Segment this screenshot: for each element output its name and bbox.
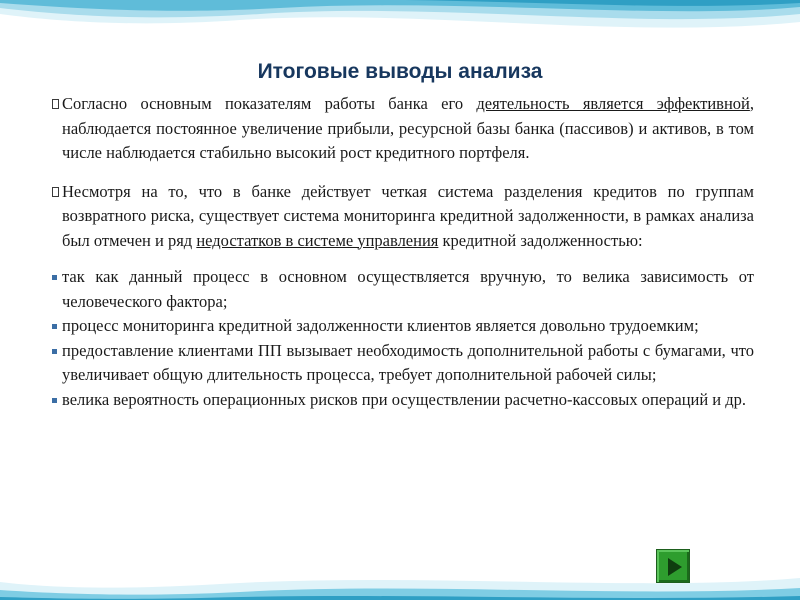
empty-box-icon [52,187,59,197]
top-wave-decoration [0,0,800,60]
list-item [52,265,754,314]
list-item [52,339,754,388]
paragraph1-text-end: , наблюдается постоянное увеличение прибыли, ресурсной базы банка (пассивов) и активов, в том числе наблюдается стабильно высокий рост кредитного портфеля. [62,94,755,162]
paragraph1-text-start: Согласно основным показателям работы банка его [62,94,477,113]
list-item-text: предоставление клиентами ПП вызывает необходимость дополнительной работы с бумагами, что увеличивает общую длительность процесса, требует дополнительной рабочей силы; [62,340,754,384]
play-triangle-icon [657,550,691,584]
paragraph2-text-start: Несмотря на то, что в банке действует четкая система разделения кредитов по группам возвратного риска, существует система мониторинга кредитной задолженности, в рамках анализа был отмечен и ряд [62,181,754,250]
square-bullet-icon [52,398,57,403]
empty-box-icon [52,99,59,109]
square-bullet-icon [52,324,57,329]
square-bullet-icon [52,275,57,280]
paragraph2-underlined: недостатков в системе управления [196,230,439,250]
list-item [52,388,754,413]
paragraph-efficiency [52,92,754,166]
shortcomings-list [52,265,754,412]
list-item-text: так как данный процесс в основном осуществляется вручную, то велика зависимость от человеческого фактора; [62,267,754,311]
next-slide-button[interactable] [656,549,690,583]
slide-body [52,92,754,412]
square-bullet-icon [52,349,57,354]
paragraph-shortcomings [52,180,754,254]
list-item-text: процесс мониторинга кредитной задолженности клиентов является довольно трудоемким; [62,316,699,335]
paragraph2-text-end: кредитной задолженностью: [438,230,643,250]
list-item [52,314,754,339]
list-item-text: велика вероятность операционных рисков при осуществлении расчетно-кассовых операций и др. [62,389,747,409]
slide-title: Итоговые выводы анализа [257,60,543,83]
paragraph1-underlined: деятельность является эффективной [476,94,750,113]
